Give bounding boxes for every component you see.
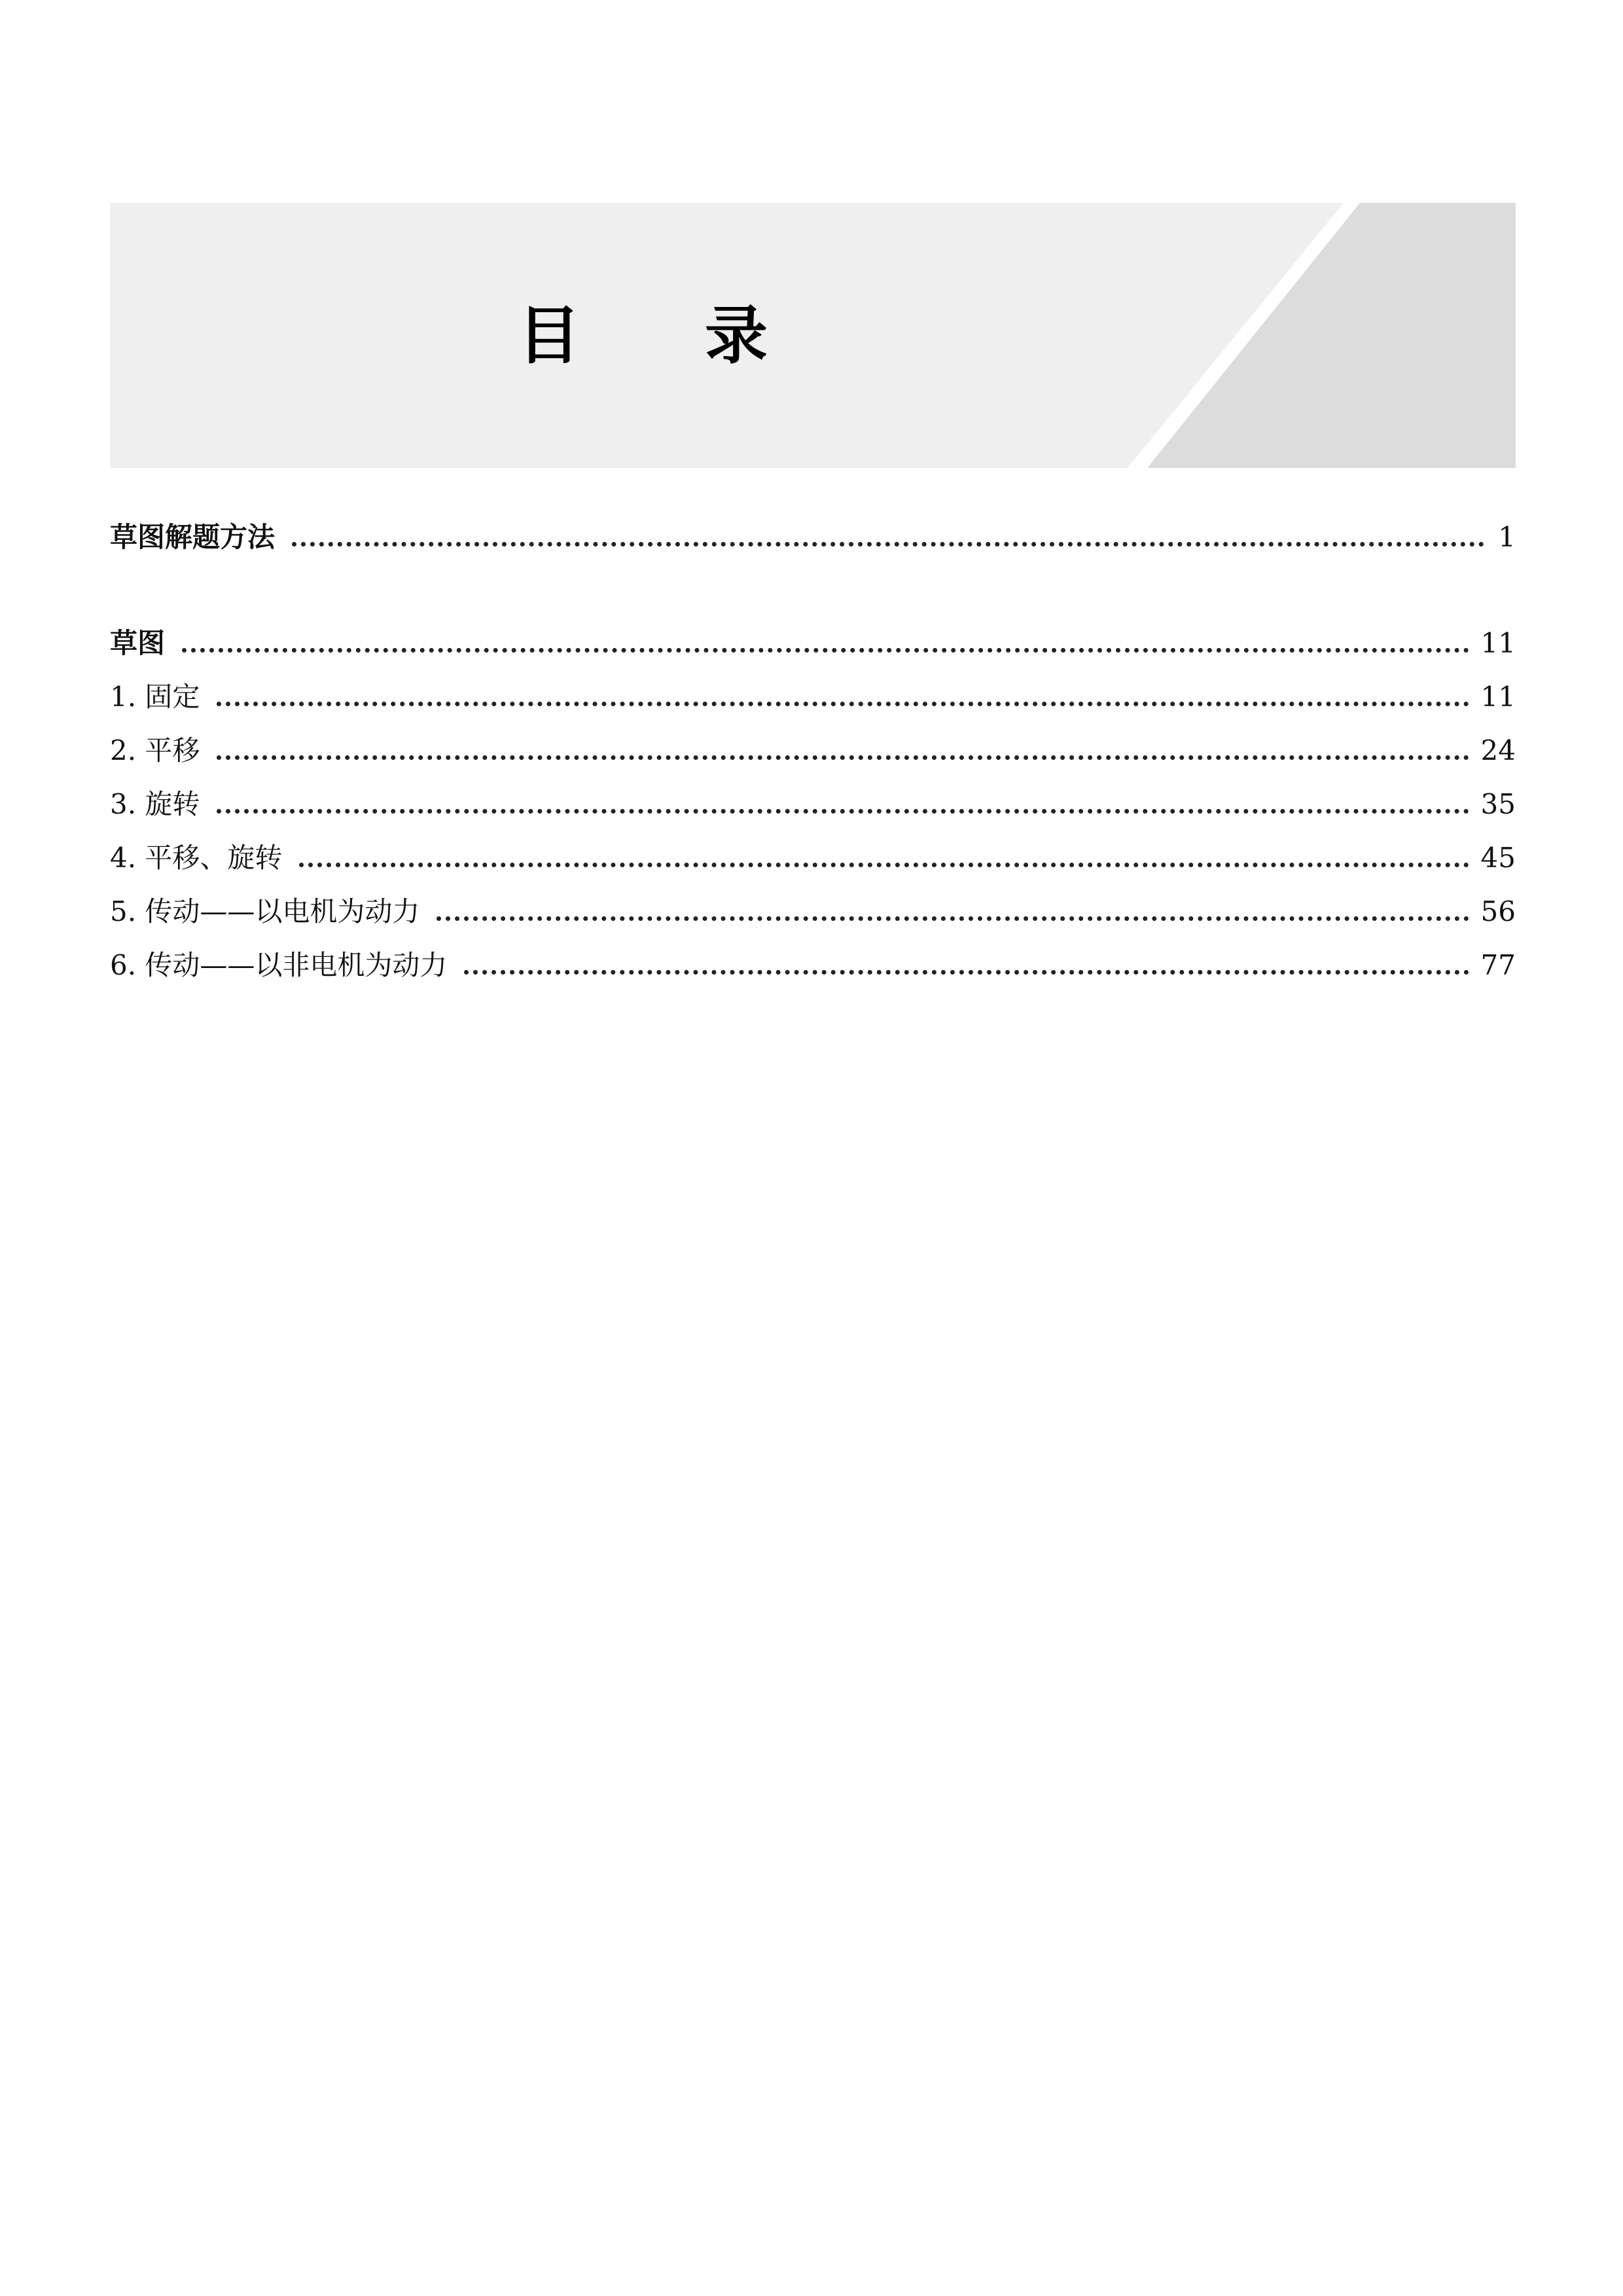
toc-entry-sketch-methods[interactable] xyxy=(110,511,1516,564)
toc-entry-page: 35 xyxy=(1480,788,1516,820)
toc-entry-page: 11 xyxy=(1480,627,1516,659)
dot-leader xyxy=(217,755,1469,760)
page-title xyxy=(0,203,1346,468)
toc-entry-label: 2. 平移 xyxy=(110,734,200,766)
dot-leader xyxy=(299,863,1469,867)
toc-entry-page: 11 xyxy=(1480,681,1516,713)
toc-entry-transmission-motor[interactable] xyxy=(110,885,1516,939)
table-of-contents xyxy=(110,511,1516,992)
toc-entry-label: 草图 xyxy=(110,627,166,659)
toc-entry-label: 1. 固定 xyxy=(110,681,200,713)
toc-entry-page: 45 xyxy=(1480,842,1516,874)
dot-leader xyxy=(437,916,1469,921)
dot-leader xyxy=(464,970,1469,975)
toc-entry-label: 3. 旋转 xyxy=(110,788,200,820)
dot-leader xyxy=(292,542,1484,547)
toc-entry-label: 6. 传动——以非电机为动力 xyxy=(110,949,448,981)
dot-leader xyxy=(182,648,1469,653)
toc-entry-translation-rotation[interactable] xyxy=(110,831,1516,885)
toc-entry-label: 草图解题方法 xyxy=(110,521,276,553)
title-char-2: 录 xyxy=(705,298,768,372)
toc-entry-page: 24 xyxy=(1480,734,1516,766)
dot-leader xyxy=(217,809,1469,814)
toc-entry-rotation[interactable] xyxy=(110,778,1516,831)
toc-entry-label: 4. 平移、旋转 xyxy=(110,842,283,874)
toc-entry-fixed[interactable] xyxy=(110,670,1516,724)
title-char-1: 目 xyxy=(518,298,580,372)
toc-entry-sketch[interactable] xyxy=(110,617,1516,670)
dot-leader xyxy=(217,702,1469,706)
toc-entry-label: 5. 传动——以电机为动力 xyxy=(110,895,420,927)
toc-entry-transmission-non-motor[interactable] xyxy=(110,939,1516,992)
toc-entry-page: 1 xyxy=(1498,521,1516,553)
toc-banner xyxy=(110,203,1516,468)
toc-entry-translation[interactable] xyxy=(110,724,1516,778)
toc-entry-page: 77 xyxy=(1480,949,1516,981)
toc-entry-page: 56 xyxy=(1480,895,1516,927)
